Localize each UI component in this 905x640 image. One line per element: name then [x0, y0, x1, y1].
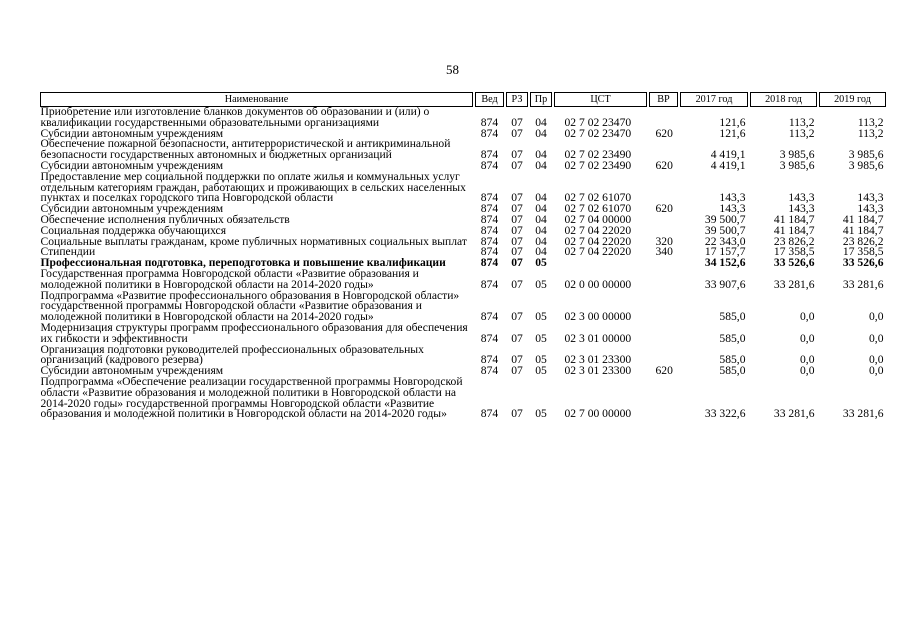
row-ved: 874 — [480, 353, 499, 367]
row-pr: 04 — [535, 234, 547, 248]
row-rz: 07 — [511, 115, 523, 129]
row-pr: 05 — [535, 407, 547, 421]
row-ved: 874 — [480, 331, 499, 345]
row-pr: 05 — [535, 277, 547, 291]
row-rz: 07 — [511, 407, 523, 421]
row-pr: 05 — [535, 353, 547, 367]
row-2017: 585,0 — [719, 310, 746, 324]
row-2017: 33 322,6 — [704, 407, 746, 421]
row-rz: 07 — [511, 158, 523, 172]
row-vr: 620 — [655, 126, 673, 140]
row-pr: 04 — [535, 191, 547, 205]
table-row — [41, 291, 886, 323]
row-cst: 02 3 01 00000 — [564, 331, 632, 345]
row-name: Модернизация структуры программ профессионального образования для обеспечения их гибкости и эффективности — [40, 320, 468, 345]
row-2019: 113,2 — [857, 126, 884, 140]
row-rz: 07 — [511, 364, 523, 378]
header-ved: Вед — [476, 93, 504, 107]
row-name: Обеспечение исполнения публичных обязательств — [40, 212, 290, 226]
row-rz: 07 — [511, 256, 523, 270]
row-vr: 340 — [655, 245, 673, 259]
row-vr — [650, 377, 678, 420]
row-2019: 41 184,7 — [842, 223, 884, 237]
row-2019: 33 526,6 — [842, 256, 884, 270]
row-rz: 07 — [511, 353, 523, 367]
table-row — [41, 377, 886, 420]
page-number: 58 — [446, 62, 459, 77]
row-2017: 4 419,1 — [710, 158, 746, 172]
row-vr: 620 — [655, 364, 673, 378]
row-2019: 113,2 — [857, 115, 884, 129]
row-ved: 874 — [480, 277, 499, 291]
row-cst: 02 7 02 61070 — [564, 202, 632, 216]
row-name: Социальные выплаты гражданам, кроме публичных нормативных социальных выплат — [40, 234, 467, 248]
row-vr — [650, 291, 678, 323]
table-row — [41, 172, 886, 204]
header-2017: 2017 год — [681, 93, 748, 107]
row-ved: 874 — [480, 148, 499, 162]
row-pr: 04 — [535, 126, 547, 140]
row-pr: 04 — [535, 115, 547, 129]
table-row — [41, 107, 886, 129]
row-2018: 3 985,6 — [779, 148, 815, 162]
row-2019: 143,3 — [857, 191, 884, 205]
row-name: Социальная поддержка обучающихся — [40, 223, 227, 237]
row-2018: 0,0 — [800, 364, 815, 378]
header-pr: Пр — [531, 93, 552, 107]
row-ved: 874 — [480, 191, 499, 205]
row-name: Субсидии автономным учреждениям — [40, 126, 224, 140]
row-2017: 121,6 — [719, 115, 746, 129]
table-row — [41, 237, 886, 248]
row-name: Предоставление мер социальной поддержки по оплате жилья и коммунальных услуг отдельным категориям граждан, работающих и проживающих в сельских населенных пунктах и поселках городского типа Новгородской области — [40, 169, 466, 205]
row-2017: 143,3 — [719, 202, 746, 216]
row-2017: 585,0 — [719, 353, 746, 367]
row-name: Государственная программа Новгородской области «Развитие образования и молодежной политики в Новгородской области на 2014-2020 годы» — [40, 266, 419, 291]
row-pr: 04 — [535, 212, 547, 226]
header-2019: 2019 год — [820, 93, 886, 107]
row-cst: 02 3 00 00000 — [564, 310, 632, 324]
row-cst: 02 7 02 23490 — [564, 158, 632, 172]
row-rz: 07 — [511, 202, 523, 216]
row-2018: 0,0 — [800, 331, 815, 345]
row-2019: 0,0 — [869, 353, 884, 367]
header-cst: ЦСТ — [555, 93, 647, 107]
row-vr — [650, 258, 678, 269]
row-name: Субсидии автономным учреждениям — [40, 364, 224, 378]
row-2019: 0,0 — [869, 364, 884, 378]
table-row — [41, 323, 886, 345]
row-vr — [650, 172, 678, 204]
row-cst: 02 7 02 23470 — [564, 115, 632, 129]
row-2018: 33 281,6 — [773, 277, 815, 291]
row-2018: 113,2 — [788, 115, 815, 129]
row-2019: 0,0 — [869, 331, 884, 345]
row-name: Подпрограмма «Обеспечение реализации государственной программы Новгородской области «Развитие образования и молодежной политики в Новгородской области на 2014-2020 годы» государственной программы Новгородской области «Развитие образования и молодежной политики в Новгородской области на 2014-2020 годы» — [40, 374, 463, 421]
row-ved: 874 — [480, 364, 499, 378]
row-2018: 143,3 — [788, 191, 815, 205]
row-2019: 33 281,6 — [842, 277, 884, 291]
row-2019: 0,0 — [869, 310, 884, 324]
row-cst: 02 3 01 23300 — [564, 353, 632, 367]
row-ved: 874 — [480, 256, 499, 270]
row-2019: 33 281,6 — [842, 407, 884, 421]
row-2017: 39 500,7 — [704, 223, 746, 237]
header-name: Наименование — [41, 93, 473, 107]
row-pr: 04 — [535, 148, 547, 162]
row-cst: 02 7 02 23490 — [564, 148, 632, 162]
row-2018: 0,0 — [800, 353, 815, 367]
row-vr — [650, 215, 678, 226]
row-2018: 33 281,6 — [773, 407, 815, 421]
row-pr: 04 — [535, 158, 547, 172]
row-rz: 07 — [511, 148, 523, 162]
budget-table — [40, 92, 886, 420]
row-pr: 04 — [535, 223, 547, 237]
row-vr — [650, 269, 678, 291]
row-2017: 17 157,7 — [704, 245, 746, 259]
table-body — [41, 107, 886, 421]
row-2018: 33 526,6 — [773, 256, 815, 270]
row-2018: 23 826,2 — [773, 234, 815, 248]
header-vr: ВР — [650, 93, 678, 107]
header-2018: 2018 год — [751, 93, 817, 107]
row-name: Профессиональная подготовка, переподготовка и повышение квалификации — [40, 256, 446, 270]
table-row — [41, 345, 886, 367]
row-cst: 02 3 01 23300 — [564, 364, 632, 378]
row-ved: 874 — [480, 115, 499, 129]
row-cst: 02 7 04 22020 — [564, 234, 632, 248]
row-ved: 874 — [480, 202, 499, 216]
row-name: Субсидии автономным учреждениям — [40, 158, 224, 172]
row-name: Подпрограмма «Развитие профессионального образования в Новгородской области» государственной программы Новгородской области «Развитие образования и молодежной политики в Новгородской области на 2014-2020 годы» — [40, 288, 460, 324]
row-2017: 4 419,1 — [710, 148, 746, 162]
row-2019: 3 985,6 — [848, 158, 884, 172]
row-2017: 585,0 — [719, 331, 746, 345]
row-rz: 07 — [511, 212, 523, 226]
row-2019: 41 184,7 — [842, 212, 884, 226]
row-cst: 02 7 02 61070 — [564, 191, 632, 205]
row-cst: 02 7 02 23470 — [564, 126, 632, 140]
row-2017: 22 343,0 — [704, 234, 746, 248]
row-ved: 874 — [480, 223, 499, 237]
row-2017: 34 152,6 — [704, 256, 746, 270]
row-cst: 02 7 00 00000 — [564, 407, 632, 421]
row-ved: 874 — [480, 212, 499, 226]
row-vr — [650, 107, 678, 129]
row-ved: 874 — [480, 126, 499, 140]
row-pr: 04 — [535, 245, 547, 259]
row-name: Стипендии — [40, 245, 96, 259]
header-rz: РЗ — [507, 93, 528, 107]
table-row — [41, 139, 886, 161]
row-2017: 121,6 — [719, 126, 746, 140]
row-rz: 07 — [511, 223, 523, 237]
row-2018: 0,0 — [800, 310, 815, 324]
row-cst: 02 7 04 22020 — [564, 223, 632, 237]
row-2018: 17 358,5 — [773, 245, 815, 259]
row-ved: 874 — [480, 245, 499, 259]
row-2019: 23 826,2 — [842, 234, 884, 248]
row-ved: 874 — [480, 234, 499, 248]
row-2017: 33 907,6 — [704, 277, 746, 291]
row-vr: 320 — [655, 234, 673, 248]
row-2018: 3 985,6 — [779, 158, 815, 172]
row-vr: 620 — [655, 158, 673, 172]
row-pr: 04 — [535, 202, 547, 216]
row-2019: 17 358,5 — [842, 245, 884, 259]
row-2019: 3 985,6 — [848, 148, 884, 162]
row-2017: 143,3 — [719, 191, 746, 205]
row-cst: 02 0 00 00000 — [564, 277, 632, 291]
row-vr — [650, 139, 678, 161]
row-pr: 05 — [535, 256, 547, 270]
row-2017: 39 500,7 — [704, 212, 746, 226]
row-pr: 05 — [535, 331, 547, 345]
row-rz: 07 — [511, 331, 523, 345]
row-rz: 07 — [511, 126, 523, 140]
row-cst: 02 7 04 00000 — [564, 212, 632, 226]
row-cst — [555, 258, 647, 269]
row-2018: 143,3 — [788, 202, 815, 216]
row-pr: 05 — [535, 364, 547, 378]
row-2018: 41 184,7 — [773, 223, 815, 237]
row-name: Приобретение или изготовление бланков документов об образовании и (или) о квалификации государственными образовательными организациями — [40, 105, 430, 129]
row-name: Обеспечение пожарной безопасности, антитеррористической и антикриминальной безопасности государственных автономных и бюджетных организаций — [40, 137, 451, 162]
row-vr — [650, 323, 678, 345]
row-rz: 07 — [511, 277, 523, 291]
row-vr — [650, 345, 678, 367]
row-name: Организация подготовки руководителей профессиональных образовательных организаций (кадрового резерва) — [40, 342, 424, 367]
row-ved: 874 — [480, 158, 499, 172]
row-rz: 07 — [511, 234, 523, 248]
row-2017: 585,0 — [719, 364, 746, 378]
row-rz: 07 — [511, 191, 523, 205]
row-rz: 07 — [511, 310, 523, 324]
row-ved: 874 — [480, 310, 499, 324]
row-pr: 05 — [535, 310, 547, 324]
row-2018: 113,2 — [788, 126, 815, 140]
row-2018: 41 184,7 — [773, 212, 815, 226]
row-2019: 143,3 — [857, 202, 884, 216]
row-rz: 07 — [511, 245, 523, 259]
row-ved: 874 — [480, 407, 499, 421]
row-cst: 02 7 04 22020 — [564, 245, 632, 259]
row-name: Субсидии автономным учреждениям — [40, 202, 224, 216]
row-vr: 620 — [655, 202, 673, 216]
table-row — [41, 269, 886, 291]
